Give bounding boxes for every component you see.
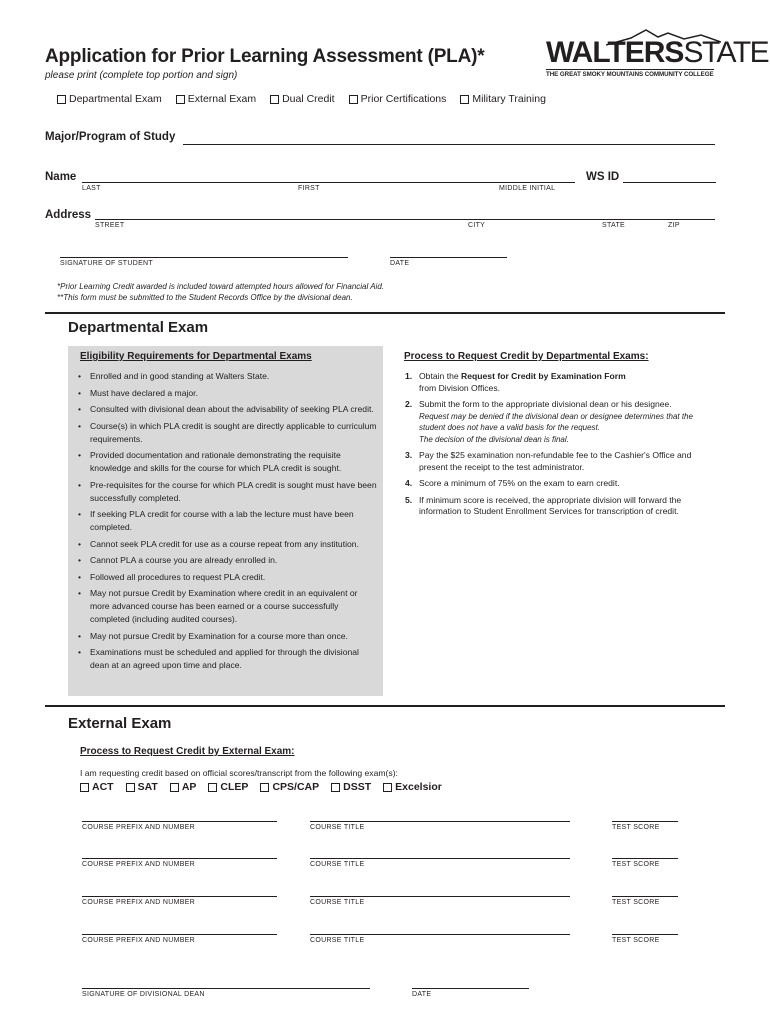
street-caption: STREET xyxy=(95,222,125,229)
eligibility-heading: Eligibility Requirements for Departmental Exams xyxy=(80,351,312,362)
step-note: The decision of the divisional dean is final. xyxy=(419,434,569,444)
first-name-caption: FIRST xyxy=(298,185,320,192)
list-item: • Followed all procedures to request PLA credit. xyxy=(78,571,378,584)
test-score-field[interactable] xyxy=(612,810,678,822)
step-text: Obtain the xyxy=(419,371,462,381)
list-item: • Provided documentation and rationale demonstrating the requisite knowledge and skills for the course for which PLA credit is sought. xyxy=(78,449,378,475)
student-signature-field[interactable] xyxy=(60,245,348,258)
list-item: • Consulted with divisional dean about the advisability of seeking PLA credit. xyxy=(78,403,378,416)
checkbox[interactable] xyxy=(57,95,66,104)
name-field[interactable] xyxy=(82,170,575,183)
list-item: • Pre-requisites for the course for which PLA credit is sought must have been successfully completed. xyxy=(78,479,378,505)
dean-date-caption: DATE xyxy=(412,991,432,998)
checkbox[interactable] xyxy=(460,95,469,104)
checkbox[interactable] xyxy=(208,783,217,792)
student-date-field[interactable] xyxy=(390,245,507,258)
process-step xyxy=(405,399,705,445)
process-step xyxy=(405,495,705,518)
list-item: • Examinations must be scheduled and applied for through the divisional dean at an agreed upon time and place. xyxy=(78,646,378,672)
address-field[interactable] xyxy=(95,207,715,220)
step-text: from Division Offices. xyxy=(419,382,501,393)
list-item: • Cannot seek PLA credit for use as a course repeat from any institution. xyxy=(78,538,378,551)
course-title-caption: COURSE TITLE xyxy=(310,899,365,906)
wsid-label: WS ID xyxy=(586,171,620,183)
list-item: • Enrolled and in good standing at Walters State. xyxy=(78,370,378,383)
wsid-field[interactable] xyxy=(623,170,716,183)
process-step xyxy=(405,478,705,490)
step-note: Request may be denied if the divisional dean or designee determines that the student does not have a valid basis for the request. xyxy=(419,411,693,432)
test-score-caption: TEST SCORE xyxy=(612,899,660,906)
course-prefix-field[interactable] xyxy=(82,885,277,897)
city-caption: CITY xyxy=(468,222,486,229)
major-label: Major/Program of Study xyxy=(45,131,176,143)
college-logo xyxy=(546,28,769,80)
course-title-field[interactable] xyxy=(310,923,570,935)
course-title-field[interactable] xyxy=(310,885,570,897)
option-label: DSST xyxy=(343,781,372,793)
course-title-field[interactable] xyxy=(310,847,570,859)
address-label: Address xyxy=(45,209,92,221)
option-label: CLEP xyxy=(220,781,249,793)
step-number: 5. xyxy=(405,494,413,505)
option-label: ACT xyxy=(92,781,114,793)
financial-aid-note: *Prior Learning Credit awarded is included toward attempted hours allowed for Financial Aid. xyxy=(57,282,384,291)
option-military-training[interactable] xyxy=(460,93,546,105)
departmental-process-steps xyxy=(405,371,705,523)
exam-options xyxy=(80,781,442,793)
course-title-caption: COURSE TITLE xyxy=(310,861,365,868)
middle-initial-caption: MIDDLE INITIAL xyxy=(499,185,556,192)
student-signature-caption: SIGNATURE OF STUDENT xyxy=(60,260,153,267)
dean-signature-caption: SIGNATURE OF DIVISIONAL DEAN xyxy=(82,991,205,998)
course-title-field[interactable] xyxy=(310,810,570,822)
course-prefix-field[interactable] xyxy=(82,810,277,822)
option-label: Excelsior xyxy=(395,781,442,793)
state-caption: STATE xyxy=(602,222,626,229)
option-cps-cap[interactable] xyxy=(260,781,319,793)
eligibility-list xyxy=(78,370,378,676)
step-text: Score a minimum of 75% on the exam to earn credit. xyxy=(419,478,620,488)
student-date-caption: DATE xyxy=(390,260,410,267)
zip-caption: ZIP xyxy=(668,222,680,229)
option-ap[interactable] xyxy=(170,781,197,793)
test-score-field[interactable] xyxy=(612,847,678,859)
external-intro: I am requesting credit based on official scores/transcript from the following exam(s): xyxy=(80,768,398,778)
checkbox[interactable] xyxy=(270,95,279,104)
step-number: 4. xyxy=(405,478,413,488)
course-prefix-caption: COURSE PREFIX AND NUMBER xyxy=(82,899,195,906)
checkbox[interactable] xyxy=(176,95,185,104)
checkbox[interactable] xyxy=(383,783,392,792)
list-item: • Course(s) in which PLA credit is sought are directly applicable to curriculum requirements. xyxy=(78,420,378,446)
course-prefix-field[interactable] xyxy=(82,847,277,859)
option-act[interactable] xyxy=(80,781,114,793)
external-process-heading: Process to Request Credit by External Exam: xyxy=(80,746,295,757)
name-label: Name xyxy=(45,171,77,183)
list-item: • May not pursue Credit by Examination for a course more than once. xyxy=(78,630,378,643)
option-departmental-exam[interactable] xyxy=(57,93,162,105)
process-step xyxy=(405,371,705,394)
option-label: CPS/CAP xyxy=(272,781,320,793)
course-prefix-caption: COURSE PREFIX AND NUMBER xyxy=(82,824,195,831)
step-number: 3. xyxy=(405,450,413,460)
dean-signature-field[interactable] xyxy=(82,977,370,989)
option-dual-credit[interactable] xyxy=(270,93,335,105)
logo-word-walters: WALTERS xyxy=(546,36,684,69)
step-text: Submit the form to the appropriate divisional dean or his designee. xyxy=(419,399,672,409)
option-label: External Exam xyxy=(187,93,257,105)
course-prefix-field[interactable] xyxy=(82,923,277,935)
logo-wordmark xyxy=(546,38,768,68)
option-label: Departmental Exam xyxy=(69,93,162,105)
option-prior-certifications[interactable] xyxy=(349,93,447,105)
list-item: • If seeking PLA credit for course with a lab the lecture must have been completed. xyxy=(78,508,378,534)
major-field[interactable] xyxy=(183,132,715,145)
course-title-caption: COURSE TITLE xyxy=(310,937,365,944)
list-item: • May not pursue Credit by Examination where credit in an equivalent or more advanced course has been earned or a course successfully completed (including audited courses). xyxy=(78,587,378,626)
section-divider xyxy=(45,312,725,314)
option-clep[interactable] xyxy=(208,781,248,793)
last-name-caption: LAST xyxy=(82,185,101,192)
external-exam-heading: External Exam xyxy=(68,715,172,732)
option-external-exam[interactable] xyxy=(176,93,256,105)
step-number: 1. xyxy=(405,371,413,381)
course-title-caption: COURSE TITLE xyxy=(310,824,365,831)
submission-note: **This form must be submitted to the Student Records Office by the divisional dean. xyxy=(57,293,353,302)
checkbox[interactable] xyxy=(126,783,135,792)
pla-type-options xyxy=(57,93,546,105)
departmental-exam-heading: Departmental Exam xyxy=(68,319,209,336)
option-sat[interactable] xyxy=(126,781,158,793)
step-text: Pay the $25 examination non-refundable fee to the Cashier's Office and present the receipt to the test administrator. xyxy=(419,450,692,472)
course-prefix-caption: COURSE PREFIX AND NUMBER xyxy=(82,937,195,944)
logo-word-state: STATE xyxy=(683,36,769,69)
option-dsst[interactable] xyxy=(331,781,371,793)
test-score-caption: TEST SCORE xyxy=(612,937,660,944)
course-prefix-caption: COURSE PREFIX AND NUMBER xyxy=(82,861,195,868)
option-excelsior[interactable] xyxy=(383,781,442,793)
checkbox[interactable] xyxy=(331,783,340,792)
page-subtitle: please print (complete top portion and sign) xyxy=(45,70,238,81)
option-label: Dual Credit xyxy=(282,93,335,105)
step-number: 2. xyxy=(405,399,413,409)
departmental-process-heading: Process to Request Credit by Departmental Exams: xyxy=(404,351,649,362)
option-label: AP xyxy=(181,781,197,793)
test-score-caption: TEST SCORE xyxy=(612,861,660,868)
list-item: • Cannot PLA a course you are already enrolled in. xyxy=(78,554,378,567)
page-title: Application for Prior Learning Assessment (PLA)* xyxy=(45,46,485,67)
checkbox[interactable] xyxy=(80,783,89,792)
process-step xyxy=(405,450,705,473)
step-text: If minimum score is received, the appropriate division will forward the information to Student Enrollment Services for transcription of credit. xyxy=(419,494,682,516)
option-label: Prior Certifications xyxy=(360,93,447,105)
option-label: SAT xyxy=(137,781,158,793)
test-score-field[interactable] xyxy=(612,885,678,897)
option-label: Military Training xyxy=(472,93,546,105)
checkbox[interactable] xyxy=(260,783,269,792)
checkbox[interactable] xyxy=(170,783,179,792)
list-item: • Must have declared a major. xyxy=(78,387,378,400)
dean-date-field[interactable] xyxy=(412,977,529,989)
section-divider xyxy=(45,705,725,707)
checkbox[interactable] xyxy=(349,95,358,104)
step-text-bold: Request for Credit by Examination Form xyxy=(461,371,626,381)
test-score-field[interactable] xyxy=(612,923,678,935)
test-score-caption: TEST SCORE xyxy=(612,824,660,831)
logo-tagline: THE GREAT SMOKY MOUNTAINS COMMUNITY COLLEGE xyxy=(546,71,714,78)
